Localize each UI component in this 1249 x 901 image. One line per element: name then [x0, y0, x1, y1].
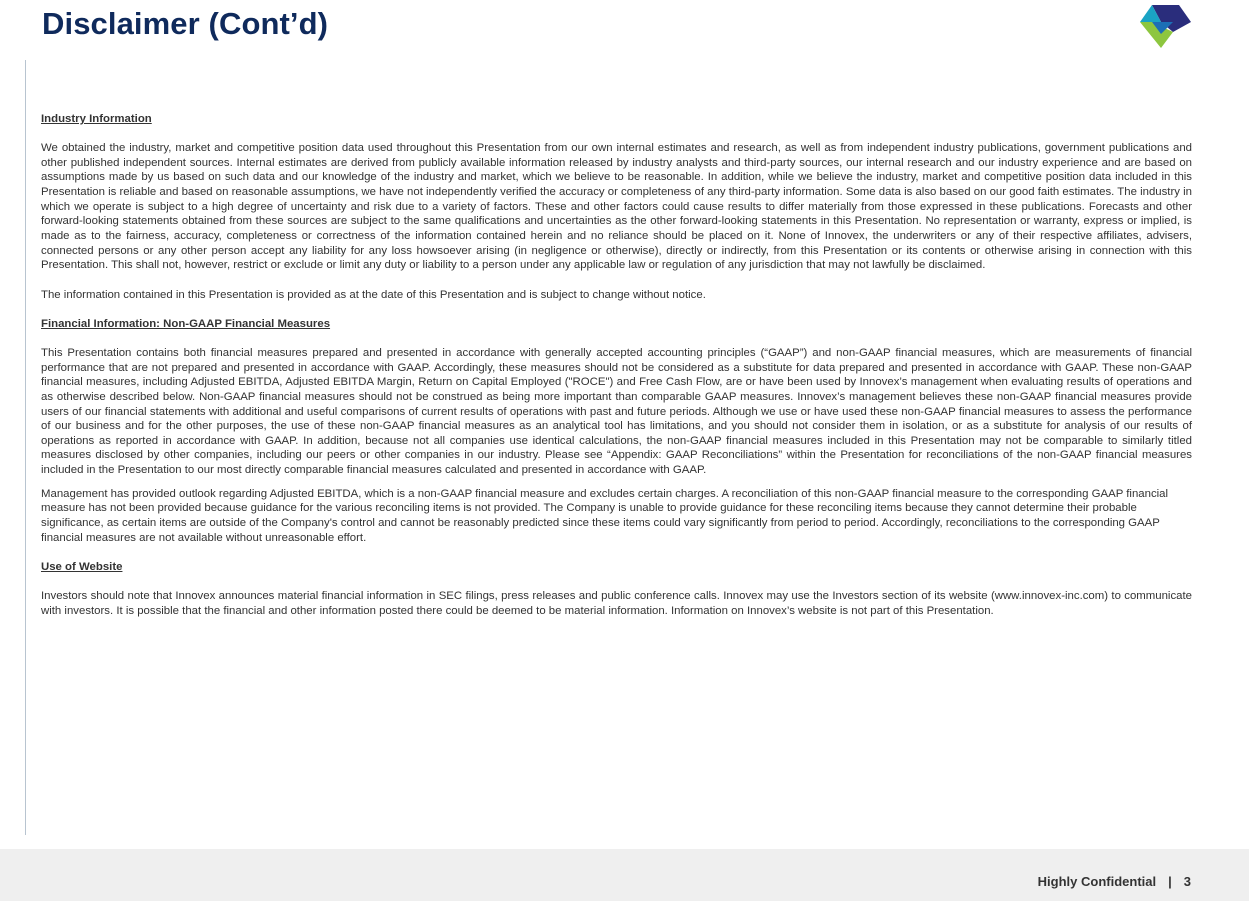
- financial-paragraph-1: This Presentation contains both financial measures prepared and presented in accordance with generally accepted accounting principles (“GAAP”) and non-GAAP financial measures, which are measurements of financial performance that are not prepared and presented in accordance with GAAP. Accordingly, these measures should not be considered as a substitute for data prepared and presented in accordance with GAAP. These non-GAAP financial measures, including Adjusted EBITDA, Adjusted EBITDA Margin, Return on Capital Employed ("ROCE") and Free Cash Flow, are or have been used by Innovex’s management when evaluating results of operations and as otherwise described below. Non-GAAP financial measures should not be construed as being more important than comparable GAAP measures. Innovex’s management believes these non-GAAP financial measures provide users of our financial statements with additional and useful comparisons of current results of operations with past and future periods. Although we use or have used these non-GAAP financial measures to assess the performance of our business and for the other purposes, the use of these non-GAAP financial measures as an analytical tool has limitations, and you should not consider them in isolation, or as a substitute for analysis of our results of operations as reported in accordance with GAAP. In addition, because not all companies use identical calculations, the non-GAAP financial measures included in this Presentation may not be comparable to similarly titled measures disclosed by other companies, including our peers or other companies in our industry. Please see “Appendix: GAAP Reconciliations” within the Presentation for reconciliations of the non-GAAP financial measures included in the Presentation to our most directly comparable financial measures calculated and presented in accordance with GAAP.: [41, 346, 1192, 477]
- industry-paragraph-2: The information contained in this Presentation is provided as at the date of this Presentation and is subject to change without notice.: [41, 288, 706, 301]
- confidentiality-label: Highly Confidential: [1037, 874, 1157, 889]
- footer-separator: |: [1168, 874, 1172, 889]
- section-heading-industry: Industry Information: [41, 113, 152, 125]
- disclaimer-body: [41, 112, 1192, 633]
- footer-label: [1038, 874, 1191, 889]
- footer-bar: [0, 849, 1249, 901]
- section-heading-website: Use of Website: [41, 560, 123, 573]
- page-title: Disclaimer (Cont’d): [42, 6, 329, 41]
- industry-paragraph-1: We obtained the industry, market and competitive position data used throughout this Presentation from our own internal estimates and research, as well as from independent industry publications, government publications and other published independent sources. Internal estimates are derived from publicly available information released by industry analysts and third-party sources, our internal research and our industry experience and are based on assumptions made by us based on such data and our knowledge of the industry and market, which we believe to be reasonable. In addition, while we believe the industry, market and competitive position data included in this Presentation is reliable and based on reasonable assumptions, we have not independently verified the accuracy or completeness of any third-party information. Some data is also based on our good faith estimates. The industry in which we operate is subject to a high degree of uncertainty and risk due to a variety of factors. These and other factors could cause results to differ materially from those expressed in these publications. Forecasts and other forward-looking statements obtained from these sources are subject to the same qualifications and uncertainties as the other forward-looking statements in this Presentation. No representation or warranty, express or implied, is made as to the fairness, accuracy, completeness or correctness of the information contained herein and no reliance should be placed on it. None of Innovex, the underwriters or any of their respective affiliates, advisers, connected persons or any other person accept any liability for any loss howsoever arising (in negligence or otherwise), directly or indirectly, from this Presentation or its contents or otherwise arising in connection with this Presentation. This shall not, however, restrict or exclude or limit any duty or liability to a person under any applicable law or regulation of any jurisdiction that may not lawfully be disclaimed.: [41, 142, 1192, 272]
- left-margin-rule: [25, 60, 26, 835]
- page-number: 3: [1183, 874, 1191, 889]
- section-heading-financial: Financial Information: Non-GAAP Financial Measures: [41, 317, 331, 330]
- website-paragraph-1: Investors should note that Innovex announces material financial information in SEC filings, press releases and public conference calls. Innovex may use the Investors section of its website (www.innovex-inc.com) to communicate with investors. It is possible that the financial and other information posted there could be deemed to be material information. Information on Innovex’s website is not part of this Presentation.: [41, 590, 1192, 617]
- financial-paragraph-2: Management has provided outlook regarding Adjusted EBITDA, which is a non-GAAP financial measure and excludes certain charges. A reconciliation of this non-GAAP financial measure to the corresponding GAAP financial measure has not been provided because guidance for the various reconciling items is not provided. The Company is unable to provide guidance for these reconciling items because they cannot determine their probable significance, as certain items are outside of the Company's control and cannot be reasonably predicted since these items could vary significantly from period to period. Accordingly, reconciliations to the corresponding GAAP financial measures are not available without unreasonable effort.: [41, 487, 1169, 544]
- innovex-logo-icon: [1139, 4, 1191, 50]
